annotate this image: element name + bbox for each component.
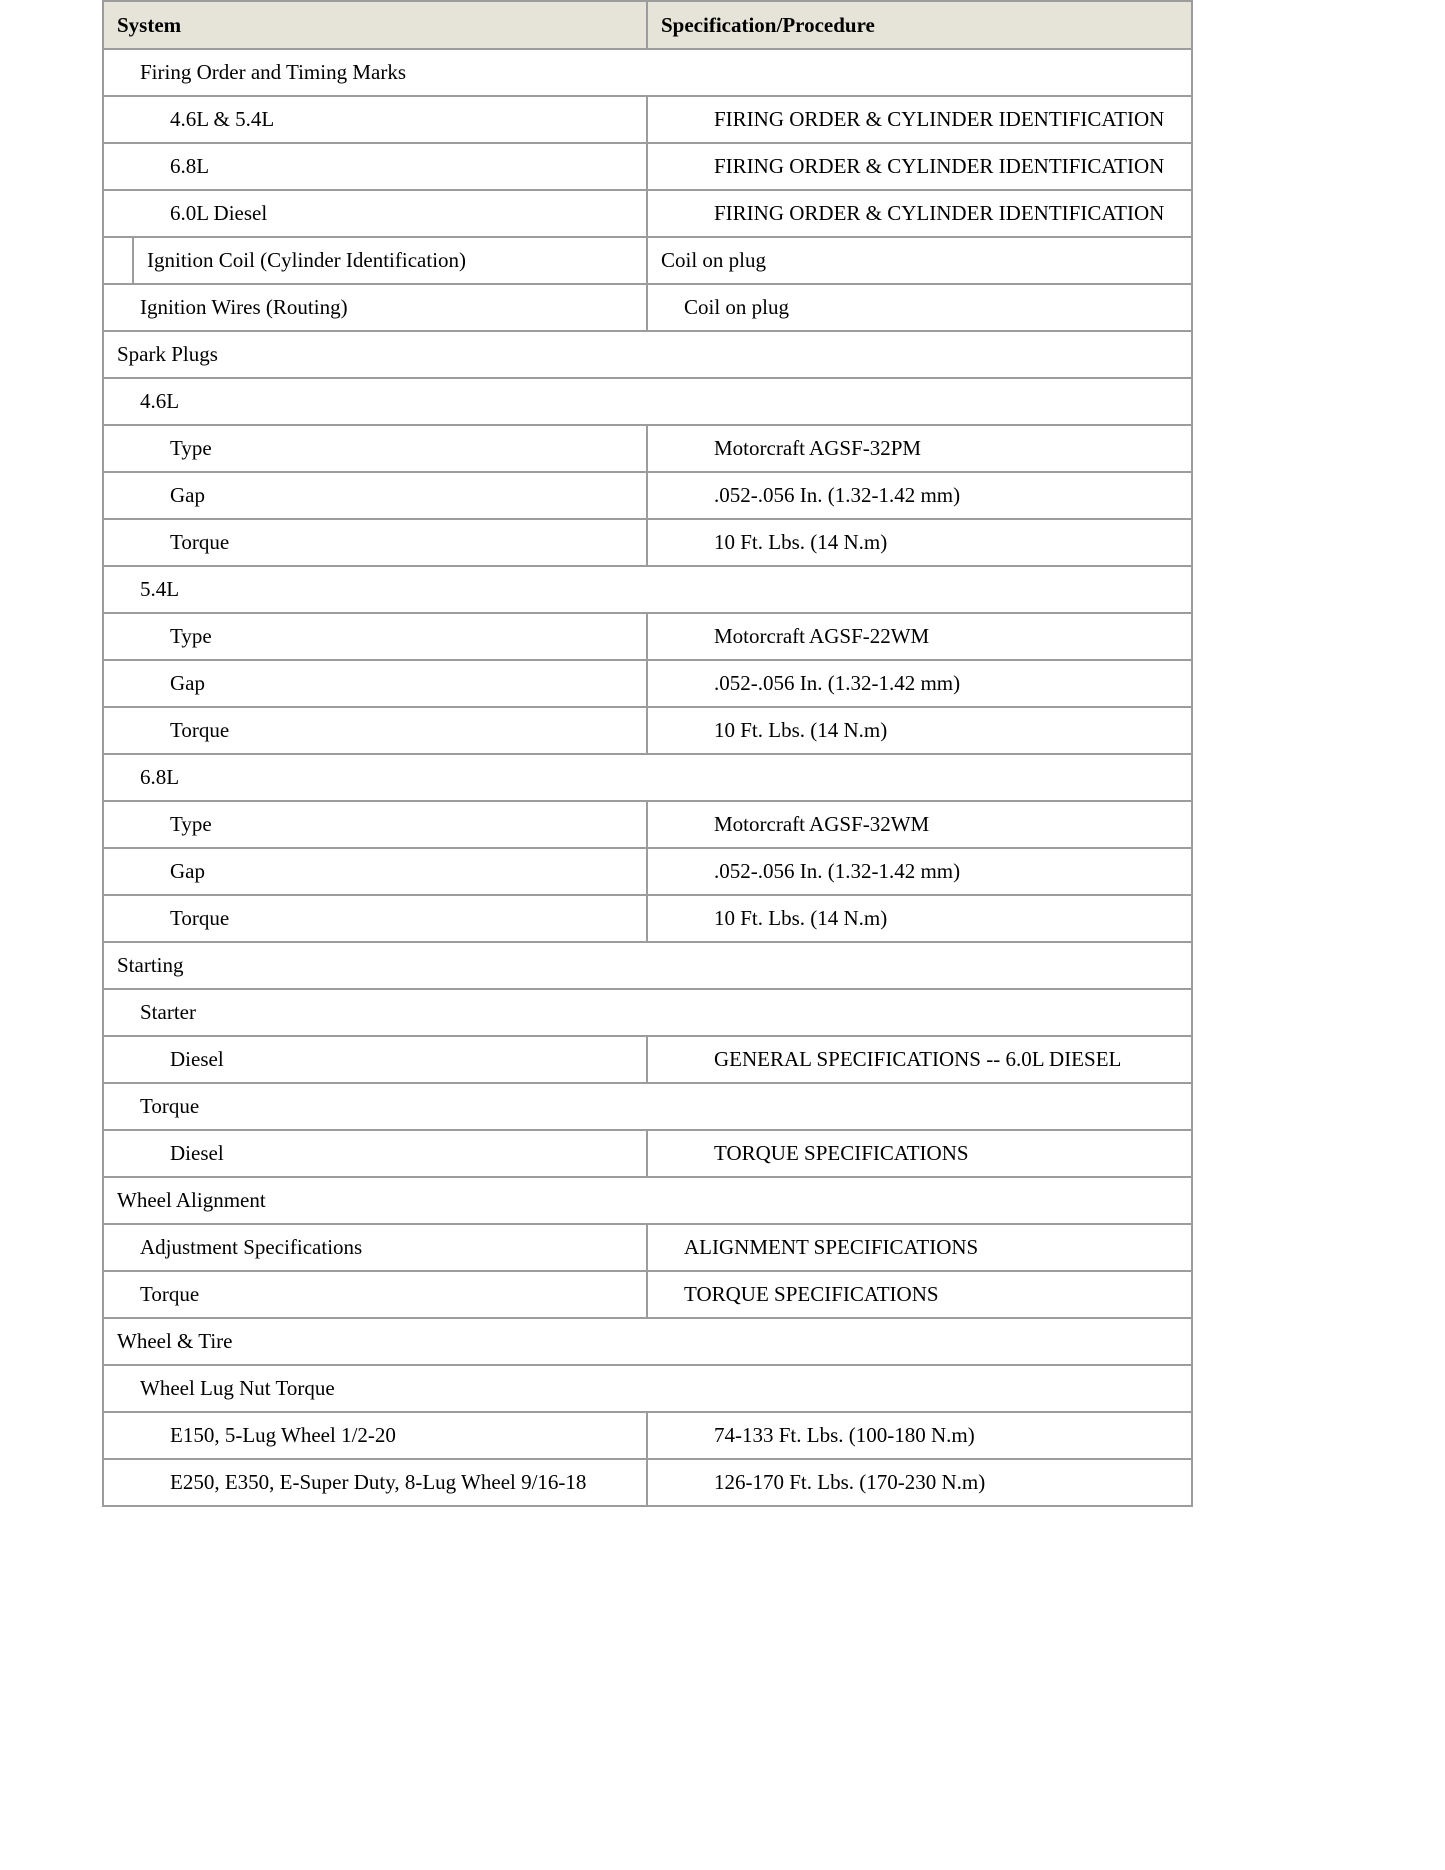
header-specification: Specification/Procedure — [647, 1, 1192, 49]
spec-value: FIRING ORDER & CYLINDER IDENTIFICATION — [647, 96, 1192, 143]
spec-value: Motorcraft AGSF-32WM — [647, 801, 1192, 848]
section-row — [103, 378, 1192, 425]
spec-value: .052-.056 In. (1.32-1.42 mm) — [647, 848, 1192, 895]
section-row — [103, 1083, 1192, 1130]
section-label: Starter — [103, 989, 1192, 1036]
indent-spacer — [104, 238, 134, 283]
system-label: Ignition Coil (Cylinder Identification) — [147, 248, 467, 272]
spec-value: .052-.056 In. (1.32-1.42 mm) — [647, 472, 1192, 519]
system-label: Diesel — [103, 1036, 647, 1083]
section-row — [103, 1318, 1192, 1365]
spec-value: Motorcraft AGSF-32PM — [647, 425, 1192, 472]
table-row — [103, 1036, 1192, 1083]
spec-value: FIRING ORDER & CYLINDER IDENTIFICATION — [647, 190, 1192, 237]
section-label: Wheel Alignment — [103, 1177, 1192, 1224]
section-label: Wheel Lug Nut Torque — [103, 1365, 1192, 1412]
spec-value: 10 Ft. Lbs. (14 N.m) — [647, 895, 1192, 942]
spec-value: 10 Ft. Lbs. (14 N.m) — [647, 519, 1192, 566]
section-label: 4.6L — [103, 378, 1192, 425]
spec-value: 126-170 Ft. Lbs. (170-230 N.m) — [647, 1459, 1192, 1506]
spec-value: TORQUE SPECIFICATIONS — [647, 1130, 1192, 1177]
system-label: Torque — [103, 1271, 647, 1318]
spec-value: .052-.056 In. (1.32-1.42 mm) — [647, 660, 1192, 707]
section-row — [103, 331, 1192, 378]
system-label: Type — [103, 613, 647, 660]
section-label: Wheel & Tire — [103, 1318, 1192, 1365]
table-row — [103, 1130, 1192, 1177]
spec-value: Motorcraft AGSF-22WM — [647, 613, 1192, 660]
table-row — [103, 237, 1192, 284]
table-row — [103, 143, 1192, 190]
system-cell — [103, 237, 647, 284]
header-system: System — [103, 1, 647, 49]
system-label: Torque — [103, 895, 647, 942]
table-row — [103, 96, 1192, 143]
section-label: Spark Plugs — [103, 331, 1192, 378]
system-label: Type — [103, 425, 647, 472]
section-row — [103, 49, 1192, 96]
section-row — [103, 566, 1192, 613]
section-row — [103, 942, 1192, 989]
table-row — [103, 1224, 1192, 1271]
spec-table — [102, 0, 1193, 1507]
spec-value: 10 Ft. Lbs. (14 N.m) — [647, 707, 1192, 754]
table-row — [103, 613, 1192, 660]
table-row — [103, 895, 1192, 942]
table-row — [103, 519, 1192, 566]
section-label: 6.8L — [103, 754, 1192, 801]
table-row — [103, 1412, 1192, 1459]
table-row — [103, 801, 1192, 848]
section-label: 5.4L — [103, 566, 1192, 613]
system-label: Adjustment Specifications — [103, 1224, 647, 1271]
section-row — [103, 1365, 1192, 1412]
system-label: 6.8L — [103, 143, 647, 190]
spec-value: GENERAL SPECIFICATIONS -- 6.0L DIESEL — [647, 1036, 1192, 1083]
section-row — [103, 989, 1192, 1036]
system-label: 6.0L Diesel — [103, 190, 647, 237]
table-row — [103, 472, 1192, 519]
spec-value: ALIGNMENT SPECIFICATIONS — [647, 1224, 1192, 1271]
system-label: Gap — [103, 660, 647, 707]
section-row — [103, 754, 1192, 801]
table-row — [103, 284, 1192, 331]
section-row — [103, 1177, 1192, 1224]
section-label: Starting — [103, 942, 1192, 989]
table-row — [103, 1271, 1192, 1318]
spec-value: TORQUE SPECIFICATIONS — [647, 1271, 1192, 1318]
spec-value: Coil on plug — [647, 284, 1192, 331]
system-label: Gap — [103, 848, 647, 895]
section-label: Firing Order and Timing Marks — [103, 49, 1192, 96]
table-row — [103, 848, 1192, 895]
system-label: E250, E350, E-Super Duty, 8-Lug Wheel 9/16-18 — [103, 1459, 647, 1506]
spec-value: 74-133 Ft. Lbs. (100-180 N.m) — [647, 1412, 1192, 1459]
header-row — [103, 1, 1192, 49]
system-label: E150, 5-Lug Wheel 1/2-20 — [103, 1412, 647, 1459]
spec-value: FIRING ORDER & CYLINDER IDENTIFICATION — [647, 143, 1192, 190]
system-label: Gap — [103, 472, 647, 519]
table-row — [103, 190, 1192, 237]
system-label: Diesel — [103, 1130, 647, 1177]
table-row — [103, 425, 1192, 472]
system-label: Torque — [103, 519, 647, 566]
system-label: Ignition Wires (Routing) — [103, 284, 647, 331]
system-label: Type — [103, 801, 647, 848]
system-label: Torque — [103, 707, 647, 754]
table-row — [103, 660, 1192, 707]
table-row — [103, 707, 1192, 754]
section-label: Torque — [103, 1083, 1192, 1130]
table-row — [103, 1459, 1192, 1506]
system-label: 4.6L & 5.4L — [103, 96, 647, 143]
spec-value: Coil on plug — [647, 237, 1192, 284]
